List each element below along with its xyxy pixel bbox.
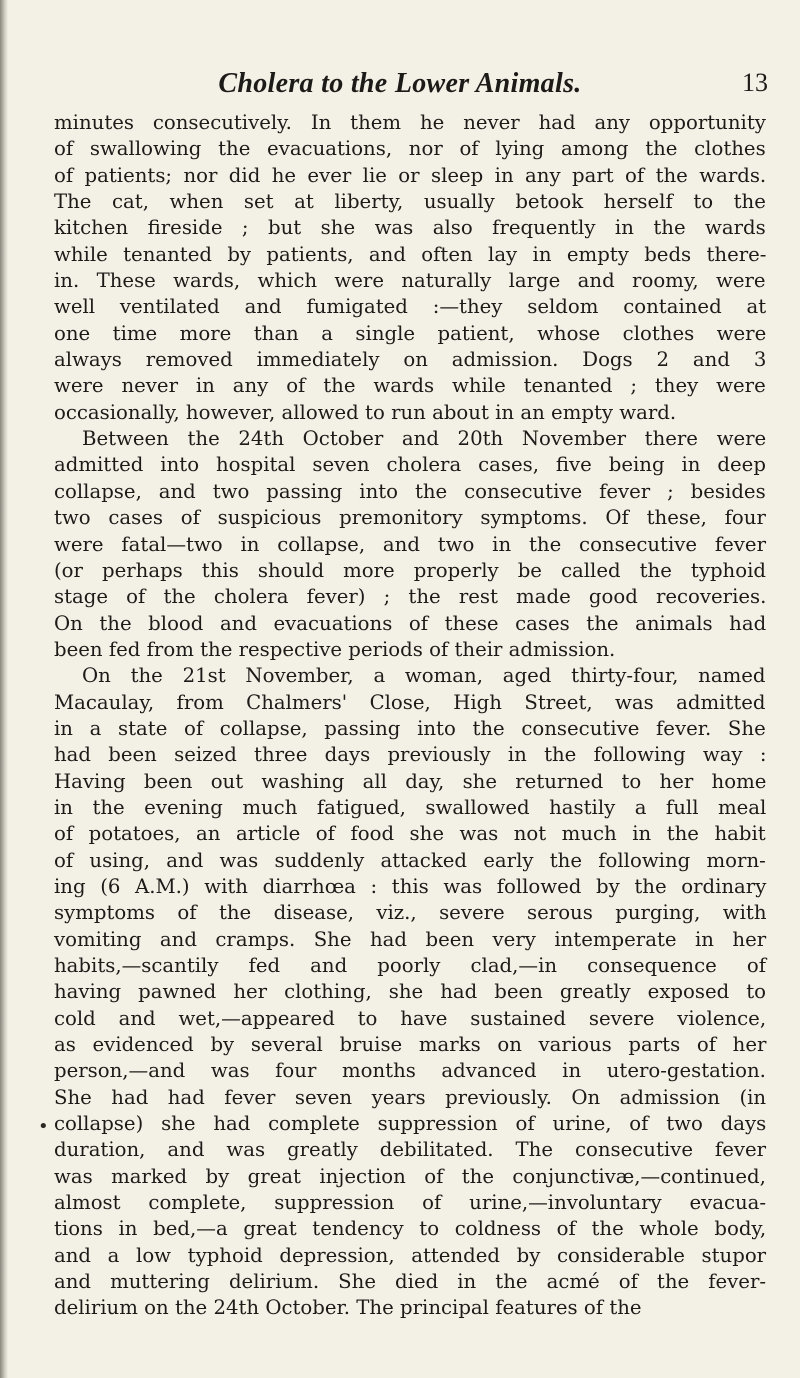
text-line: collapse, and two passing into the consecutive fever ; besides bbox=[54, 479, 766, 503]
text-line: admitted into hospital seven cholera cases, five being in deep bbox=[54, 453, 766, 477]
text-line: while tenanted by patients, and often lay in empty beds there- bbox=[54, 242, 767, 266]
text-line: person,—and was four months advanced in utero-gestation. bbox=[54, 1059, 766, 1083]
page-edge-shadow bbox=[0, 0, 8, 1378]
text-line: were never in any of the wards while tenanted ; they were bbox=[54, 374, 766, 398]
text-line: in. These wards, which were naturally large and roomy, were bbox=[54, 269, 766, 293]
text-line: She had had fever seven years previously. On admission (in bbox=[54, 1085, 767, 1109]
text-line: well ventilated and fumigated :—they seldom contained at bbox=[54, 295, 767, 319]
running-header bbox=[0, 68, 800, 104]
text-line: of patients; nor did he ever lie or sleep in any part of the wards. bbox=[54, 163, 767, 187]
text-line: and muttering delirium. She died in the acmé of the fever- bbox=[54, 1270, 767, 1294]
text-line: of potatoes, an article of food she was not much in the habit bbox=[54, 822, 766, 846]
text-line: delirium on the 24th October. The principal features of the bbox=[54, 1296, 642, 1320]
text-line: two cases of suspicious premonitory symptoms. Of these, four bbox=[54, 506, 766, 530]
text-line: been fed from the respective periods of their admission. bbox=[54, 637, 616, 661]
text-line: (or perhaps this should more properly be called the typhoid bbox=[54, 558, 766, 582]
text-line: of using, and was suddenly attacked early the following morn- bbox=[54, 848, 766, 872]
body-text bbox=[54, 110, 766, 1322]
text-line: stage of the cholera fever) ; the rest made good recoveries. bbox=[54, 585, 767, 609]
text-line: Macaulay, from Chalmers' Close, High Street, was admitted bbox=[54, 690, 766, 714]
text-line: occasionally, however, allowed to run about in an empty ward. bbox=[54, 400, 677, 424]
text-line: was marked by great injection of the conjunctivæ,—continued, bbox=[54, 1164, 766, 1188]
text-line: The cat, when set at liberty, usually betook herself to the bbox=[54, 190, 766, 214]
running-title: Cholera to the Lower Animals. bbox=[218, 68, 582, 99]
text-line: cold and wet,—appeared to have sustained severe violence, bbox=[54, 1006, 767, 1030]
text-line: Having been out washing all day, she returned to her home bbox=[54, 769, 767, 793]
text-line: in the evening much fatigued, swallowed hastily a full meal bbox=[54, 795, 767, 819]
text-line: one time more than a single patient, whose clothes were bbox=[54, 321, 767, 345]
text-line: ing (6 A.M.) with diarrhœa : this was followed by the ordinary bbox=[54, 874, 767, 898]
text-line: Between the 24th October and 20th November there were bbox=[82, 427, 767, 451]
text-line: and a low typhoid depression, attended by considerable stupor bbox=[54, 1243, 767, 1267]
text-line: kitchen fireside ; but she was also frequently in the wards bbox=[54, 216, 766, 240]
text-line: minutes consecutively. In them he never had any opportunity bbox=[54, 111, 766, 134]
text-line: as evidenced by several bruise marks on various parts of her bbox=[54, 1033, 767, 1057]
text-line: of swallowing the evacuations, nor of lying among the clothes bbox=[54, 137, 766, 161]
text-line: having pawned her clothing, she had been greatly exposed to bbox=[54, 980, 767, 1004]
text-line: symptoms of the disease, viz., severe serous purging, with bbox=[54, 901, 767, 925]
text-line: were fatal—two in collapse, and two in the consecutive fever bbox=[54, 532, 766, 556]
text-line: On the blood and evacuations of these cases the animals had bbox=[54, 611, 767, 635]
text-line: almost complete, suppression of urine,—involuntary evacua- bbox=[54, 1191, 767, 1215]
text-line: had been seized three days previously in the following way : bbox=[54, 743, 767, 767]
text-line: duration, and was greatly debilitated. The consecutive fever bbox=[54, 1138, 767, 1162]
text-line: collapse) she had complete suppression of urine, of two days bbox=[54, 1112, 767, 1136]
text-line: tions in bed,—a great tendency to coldness of the whole body, bbox=[54, 1217, 767, 1241]
page-number: 13 bbox=[742, 68, 768, 97]
margin-mark: • bbox=[38, 1116, 49, 1137]
text-line: in a state of collapse, passing into the consecutive fever. She bbox=[54, 716, 766, 740]
text-line: vomiting and cramps. She had been very intemperate in her bbox=[54, 927, 767, 951]
text-line: always removed immediately on admission. Dogs 2 and 3 bbox=[54, 348, 767, 372]
text-line: On the 21st November, a woman, aged thirty-four, named bbox=[82, 664, 766, 688]
text-line: habits,—scantily fed and poorly clad,—in consequence of bbox=[54, 954, 767, 977]
